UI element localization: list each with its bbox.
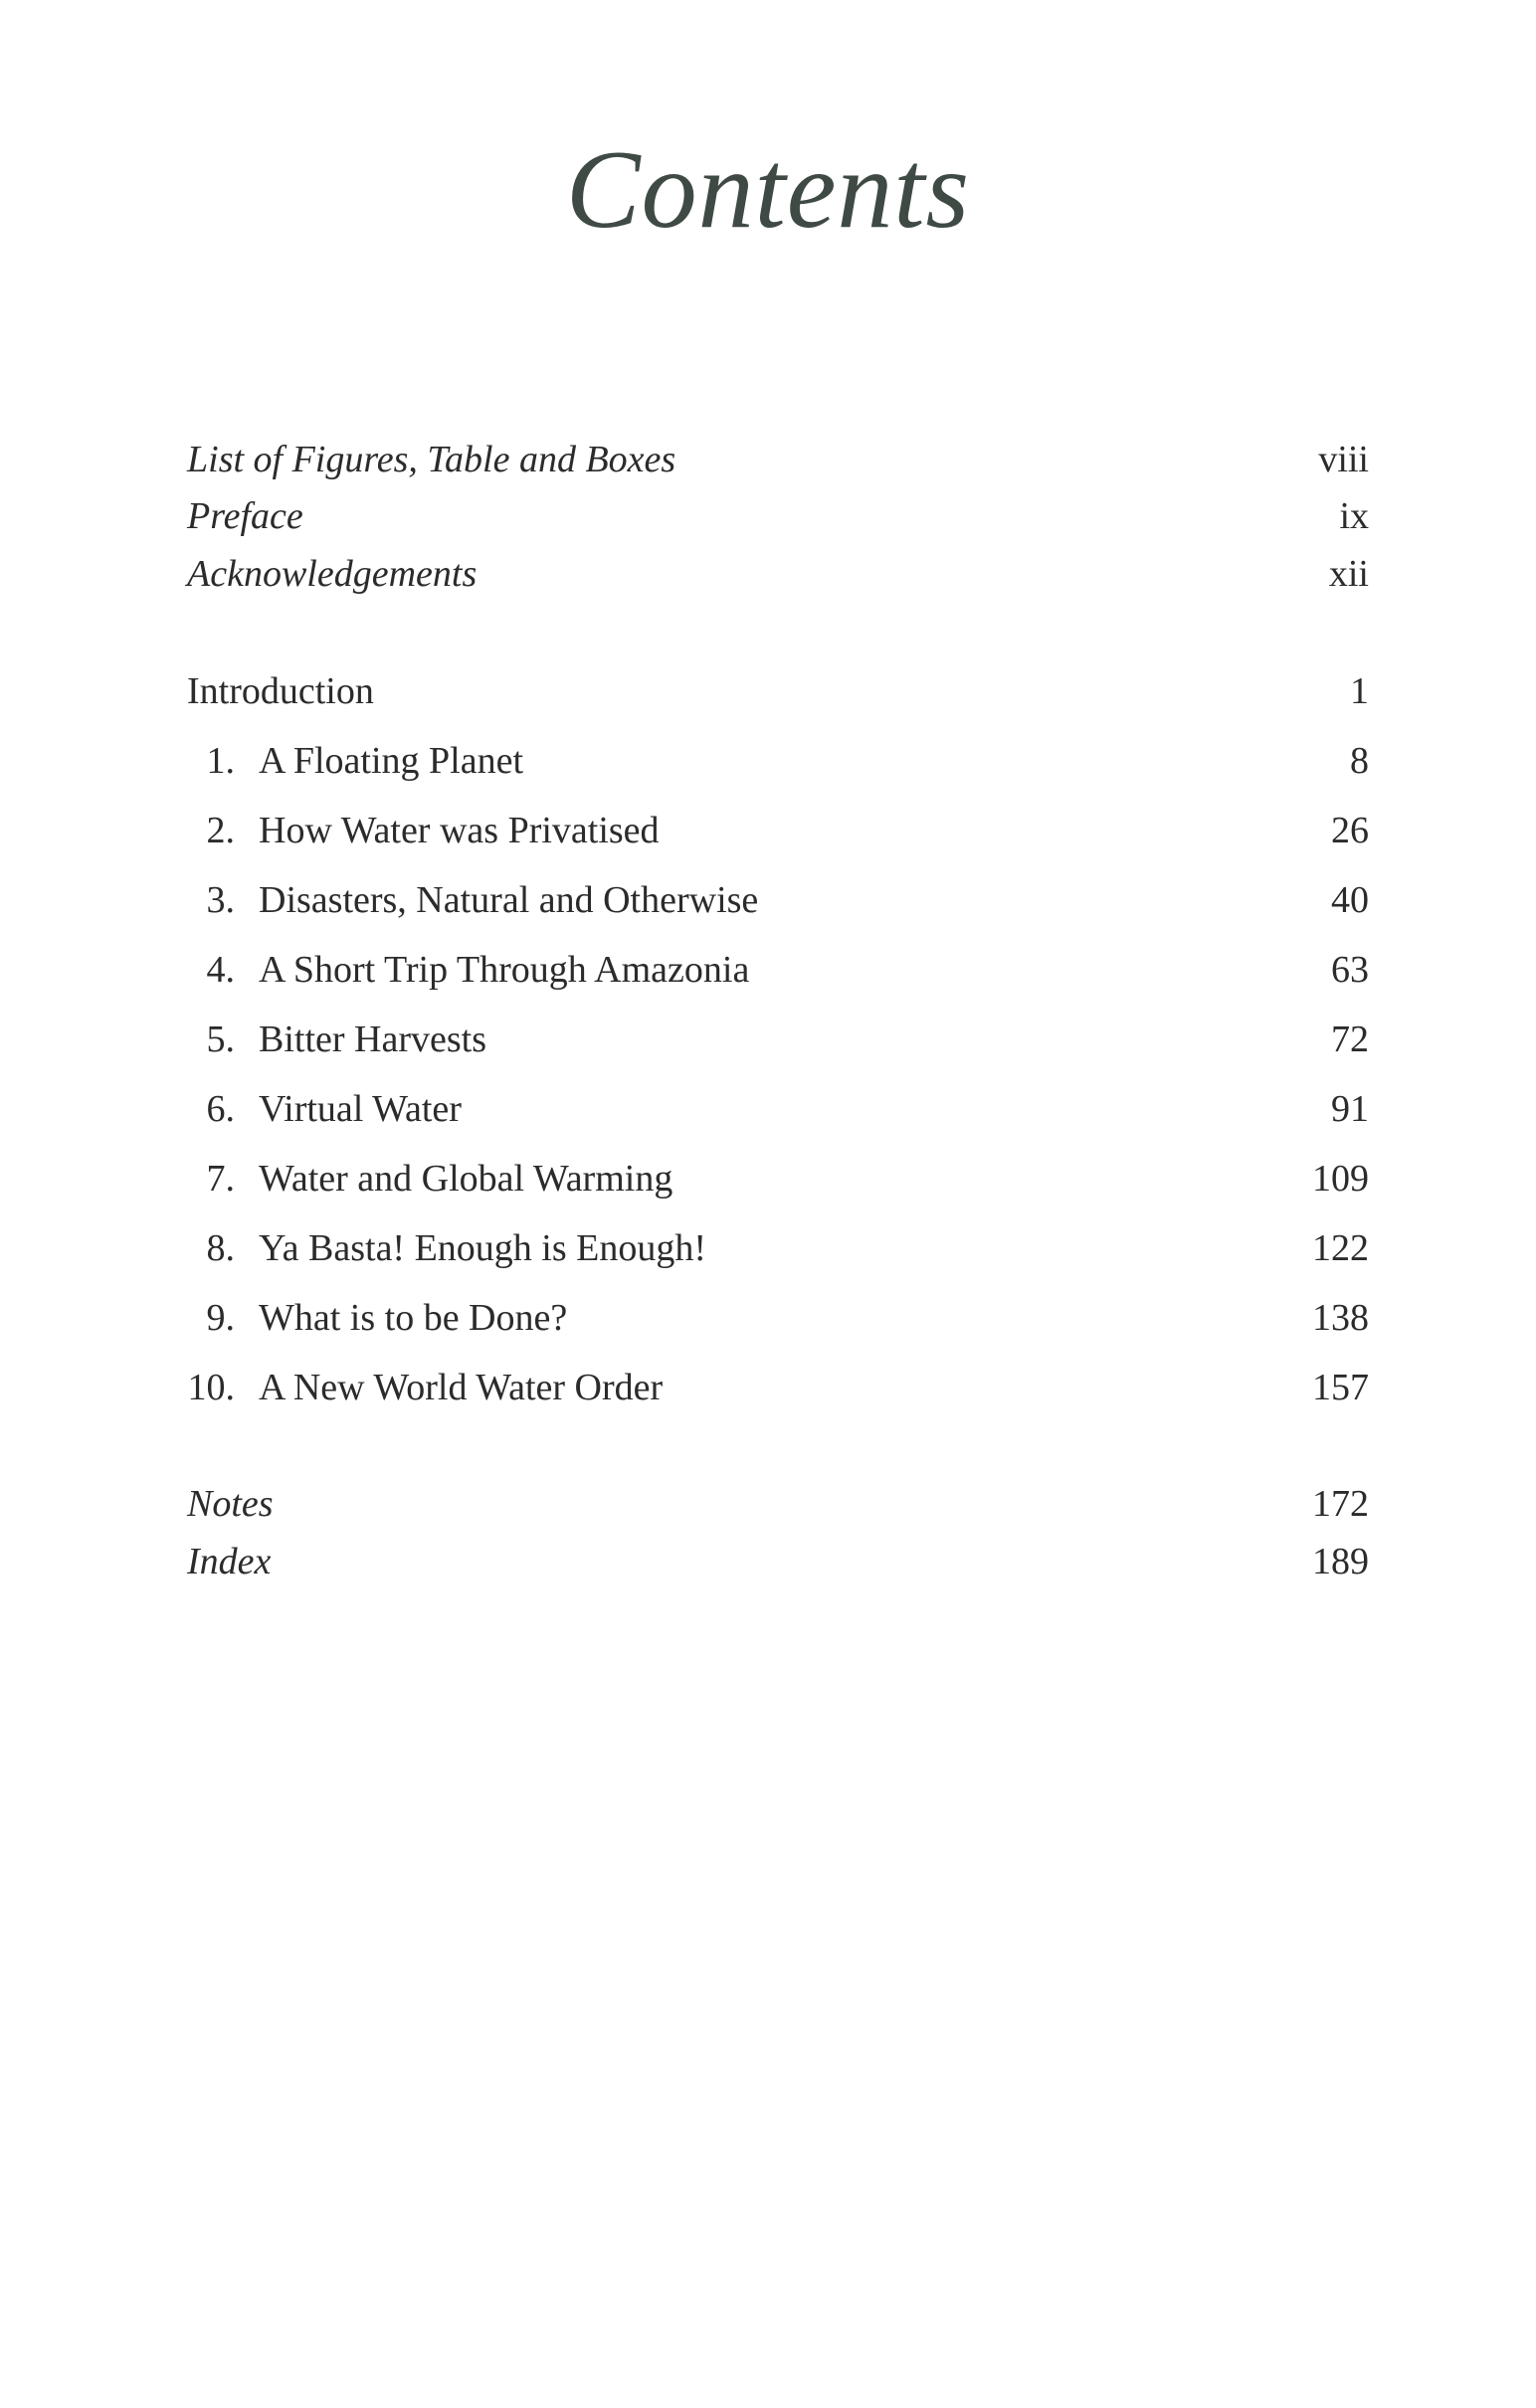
- toc-page-number: 91: [1331, 1088, 1369, 1130]
- toc-entry-back-matter: [187, 1533, 1369, 1590]
- chapter-number: 3.: [206, 879, 235, 921]
- page-title: Contents: [565, 128, 971, 252]
- toc-page-number: 189: [1312, 1541, 1369, 1582]
- chapter-title: A Short Trip Through Amazonia: [259, 949, 750, 991]
- toc-entry-chapter: [187, 941, 1369, 999]
- toc-page-number: 8: [1350, 740, 1369, 782]
- chapter-number: 7.: [206, 1158, 235, 1200]
- toc-entry-chapter: [187, 732, 1369, 790]
- toc-entry-label: Notes: [187, 1483, 274, 1525]
- chapter-title: How Water was Privatised: [259, 810, 660, 851]
- chapter-number: 1.: [206, 740, 235, 782]
- toc-page-number: 1: [1350, 670, 1369, 712]
- toc-entry-chapter: [187, 1359, 1369, 1416]
- toc-entry-front-matter: [187, 431, 1369, 488]
- chapter-title: A Floating Planet: [259, 740, 523, 782]
- toc-page-number: 40: [1331, 879, 1369, 921]
- chapter-title: A New World Water Order: [259, 1367, 664, 1408]
- toc-entry-chapter: [187, 1289, 1369, 1347]
- toc-entry-introduction: [187, 662, 1369, 720]
- toc-entry-label: List of Figures, Table and Boxes: [187, 439, 676, 480]
- toc-entry-label: Introduction: [187, 670, 374, 712]
- chapter-number: 9.: [206, 1297, 235, 1339]
- toc-entry-chapter: [187, 1011, 1369, 1068]
- toc-entry-label: Acknowledgements: [187, 553, 478, 595]
- toc-entry-back-matter: [187, 1475, 1369, 1533]
- chapter-number: 6.: [206, 1088, 235, 1130]
- toc-page-number: 63: [1331, 949, 1369, 991]
- toc-page-number: 157: [1312, 1367, 1369, 1408]
- toc-entry-chapter: [187, 1219, 1369, 1277]
- toc-entry-label: Preface: [187, 495, 303, 537]
- chapter-number: 5.: [206, 1019, 235, 1060]
- toc-page-number: 26: [1331, 810, 1369, 851]
- toc-page-number: 138: [1312, 1297, 1369, 1339]
- toc-page-number: 109: [1312, 1158, 1369, 1200]
- toc-page-number: 72: [1331, 1019, 1369, 1060]
- toc-page-number: ix: [1339, 495, 1369, 537]
- toc-page-number: 172: [1312, 1483, 1369, 1525]
- toc-entry-chapter: [187, 1080, 1369, 1138]
- toc-page-number: viii: [1318, 439, 1369, 480]
- chapter-title: Ya Basta! Enough is Enough!: [259, 1227, 707, 1269]
- chapter-title: Disasters, Natural and Otherwise: [259, 879, 759, 921]
- toc-entry-chapter: [187, 802, 1369, 859]
- chapter-number: 2.: [206, 810, 235, 851]
- chapter-title: Virtual Water: [259, 1088, 462, 1130]
- chapter-title: Water and Global Warming: [259, 1158, 673, 1200]
- chapter-number: 8.: [206, 1227, 235, 1269]
- toc-entry-front-matter: [187, 545, 1369, 603]
- chapter-number: 4.: [206, 949, 235, 991]
- toc-entry-label: Index: [187, 1541, 272, 1582]
- toc-entry-chapter: [187, 871, 1369, 929]
- toc-entry-front-matter: [187, 487, 1369, 545]
- toc-entry-chapter: [187, 1150, 1369, 1207]
- chapter-title: What is to be Done?: [259, 1297, 568, 1339]
- toc-page-number: 122: [1312, 1227, 1369, 1269]
- chapter-title: Bitter Harvests: [259, 1019, 487, 1060]
- chapter-number: 10.: [187, 1367, 235, 1408]
- toc-page-number: xii: [1328, 553, 1369, 595]
